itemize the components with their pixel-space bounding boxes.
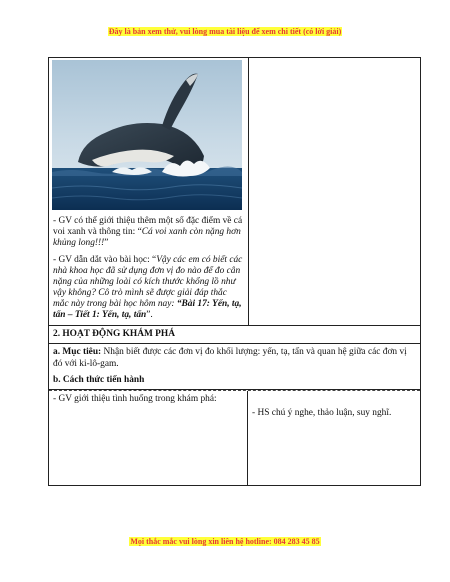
procedure-heading: b. Cách thức tiến hành: [49, 373, 420, 390]
humpback-whale-photo: [52, 60, 242, 210]
teacher-intro-paragraph: - GV có thể giới thiệu thêm một số đặc điểm về cá voi xanh và thông tin: “Cá voi xanh còn nặng hơn khủng long!!!”: [53, 216, 243, 248]
lesson-table: [48, 57, 421, 486]
objective-paragraph: a. Mục tiêu: Nhận biết được các đơn vị đo khối lượng: yến, tạ, tấn và quan hệ giữa các đơn vị đó với ki-lô-gam.: [53, 347, 407, 369]
lesson-row-intro: [49, 58, 420, 326]
teacher-column: [49, 58, 249, 325]
preview-banner: Đây là bản xem thử, vui lòng mua tài liệu để xem chi tiết (có lời giải): [108, 27, 342, 36]
student-action-cell: - HS chú ý nghe, thảo luận, suy nghĩ.: [252, 408, 392, 418]
section-heading: 2. HOẠT ĐỘNG KHÁM PHÁ: [49, 326, 420, 344]
teacher-action-cell: - GV giới thiệu tình huống trong khám phá:: [49, 391, 248, 485]
lesson-row-activity: [49, 390, 420, 485]
hotline-banner: Mọi thắc mắc vui lòng xin liên hệ hotline: 084 283 45 85: [130, 537, 320, 546]
teacher-lead-in-paragraph: - GV dẫn dắt vào bài học: “Vậy các em có biết các nhà khoa học đã sử dụng đơn vị đo nào để đo cân nặng của những loài có kích thước khổng lồ như vậy không? Cô trò mình sẽ được giải đáp thắc mắc này trong bài học hôm nay: “Bài 17: Yến, tạ, tấn – Tiết 1: Yến, tạ, tấn”.: [53, 255, 243, 320]
student-column: [249, 58, 420, 325]
